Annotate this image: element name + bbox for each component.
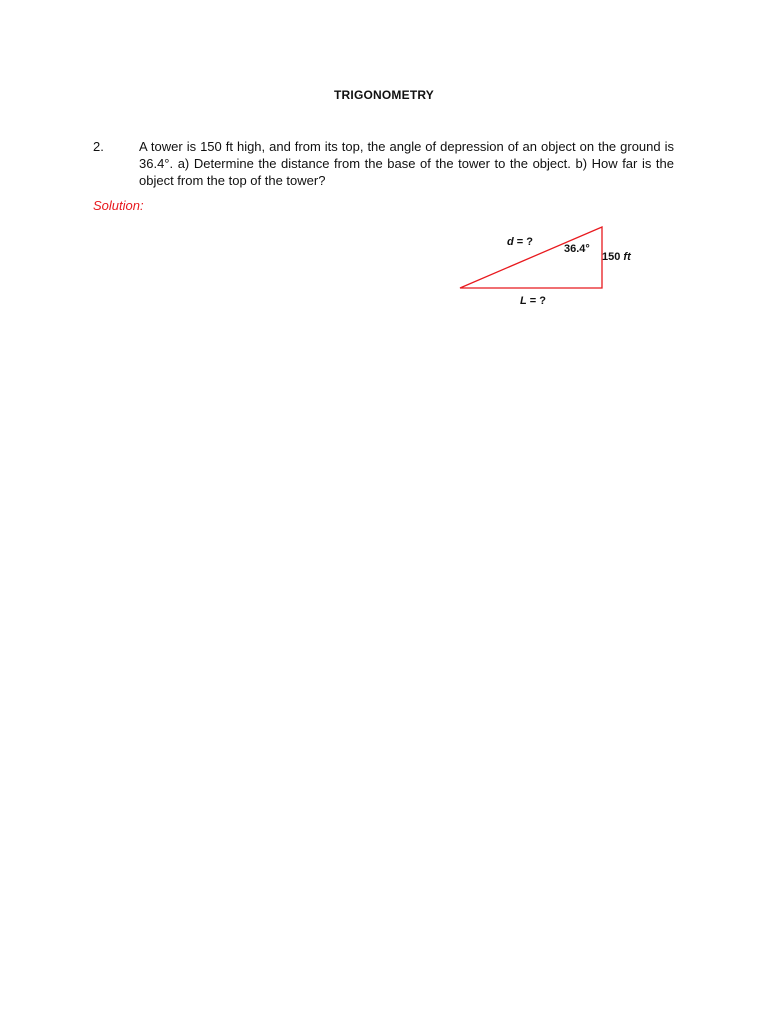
- hypotenuse-label: [507, 236, 533, 248]
- height-value: 150: [602, 251, 624, 263]
- hypotenuse-variable: d: [507, 236, 514, 248]
- height-unit: ft: [623, 251, 631, 263]
- hypotenuse-value: = ?: [513, 236, 533, 248]
- height-label: [602, 251, 632, 263]
- base-value: = ?: [526, 295, 546, 307]
- angle-label: 36.4°: [564, 243, 590, 255]
- problem-statement: A tower is 150 ft high, and from its top, the angle of depression of an object on the ground is 36.4°. a) Determine the distance from the base of the tower to the object. b) How far is the object from the top of the tower?: [139, 139, 674, 188]
- problem-number: 2.: [93, 139, 104, 154]
- base-label: [520, 295, 546, 307]
- base-variable: L: [520, 295, 527, 307]
- solution-label: Solution:: [93, 198, 144, 213]
- page-title: TRIGONOMETRY: [334, 88, 434, 102]
